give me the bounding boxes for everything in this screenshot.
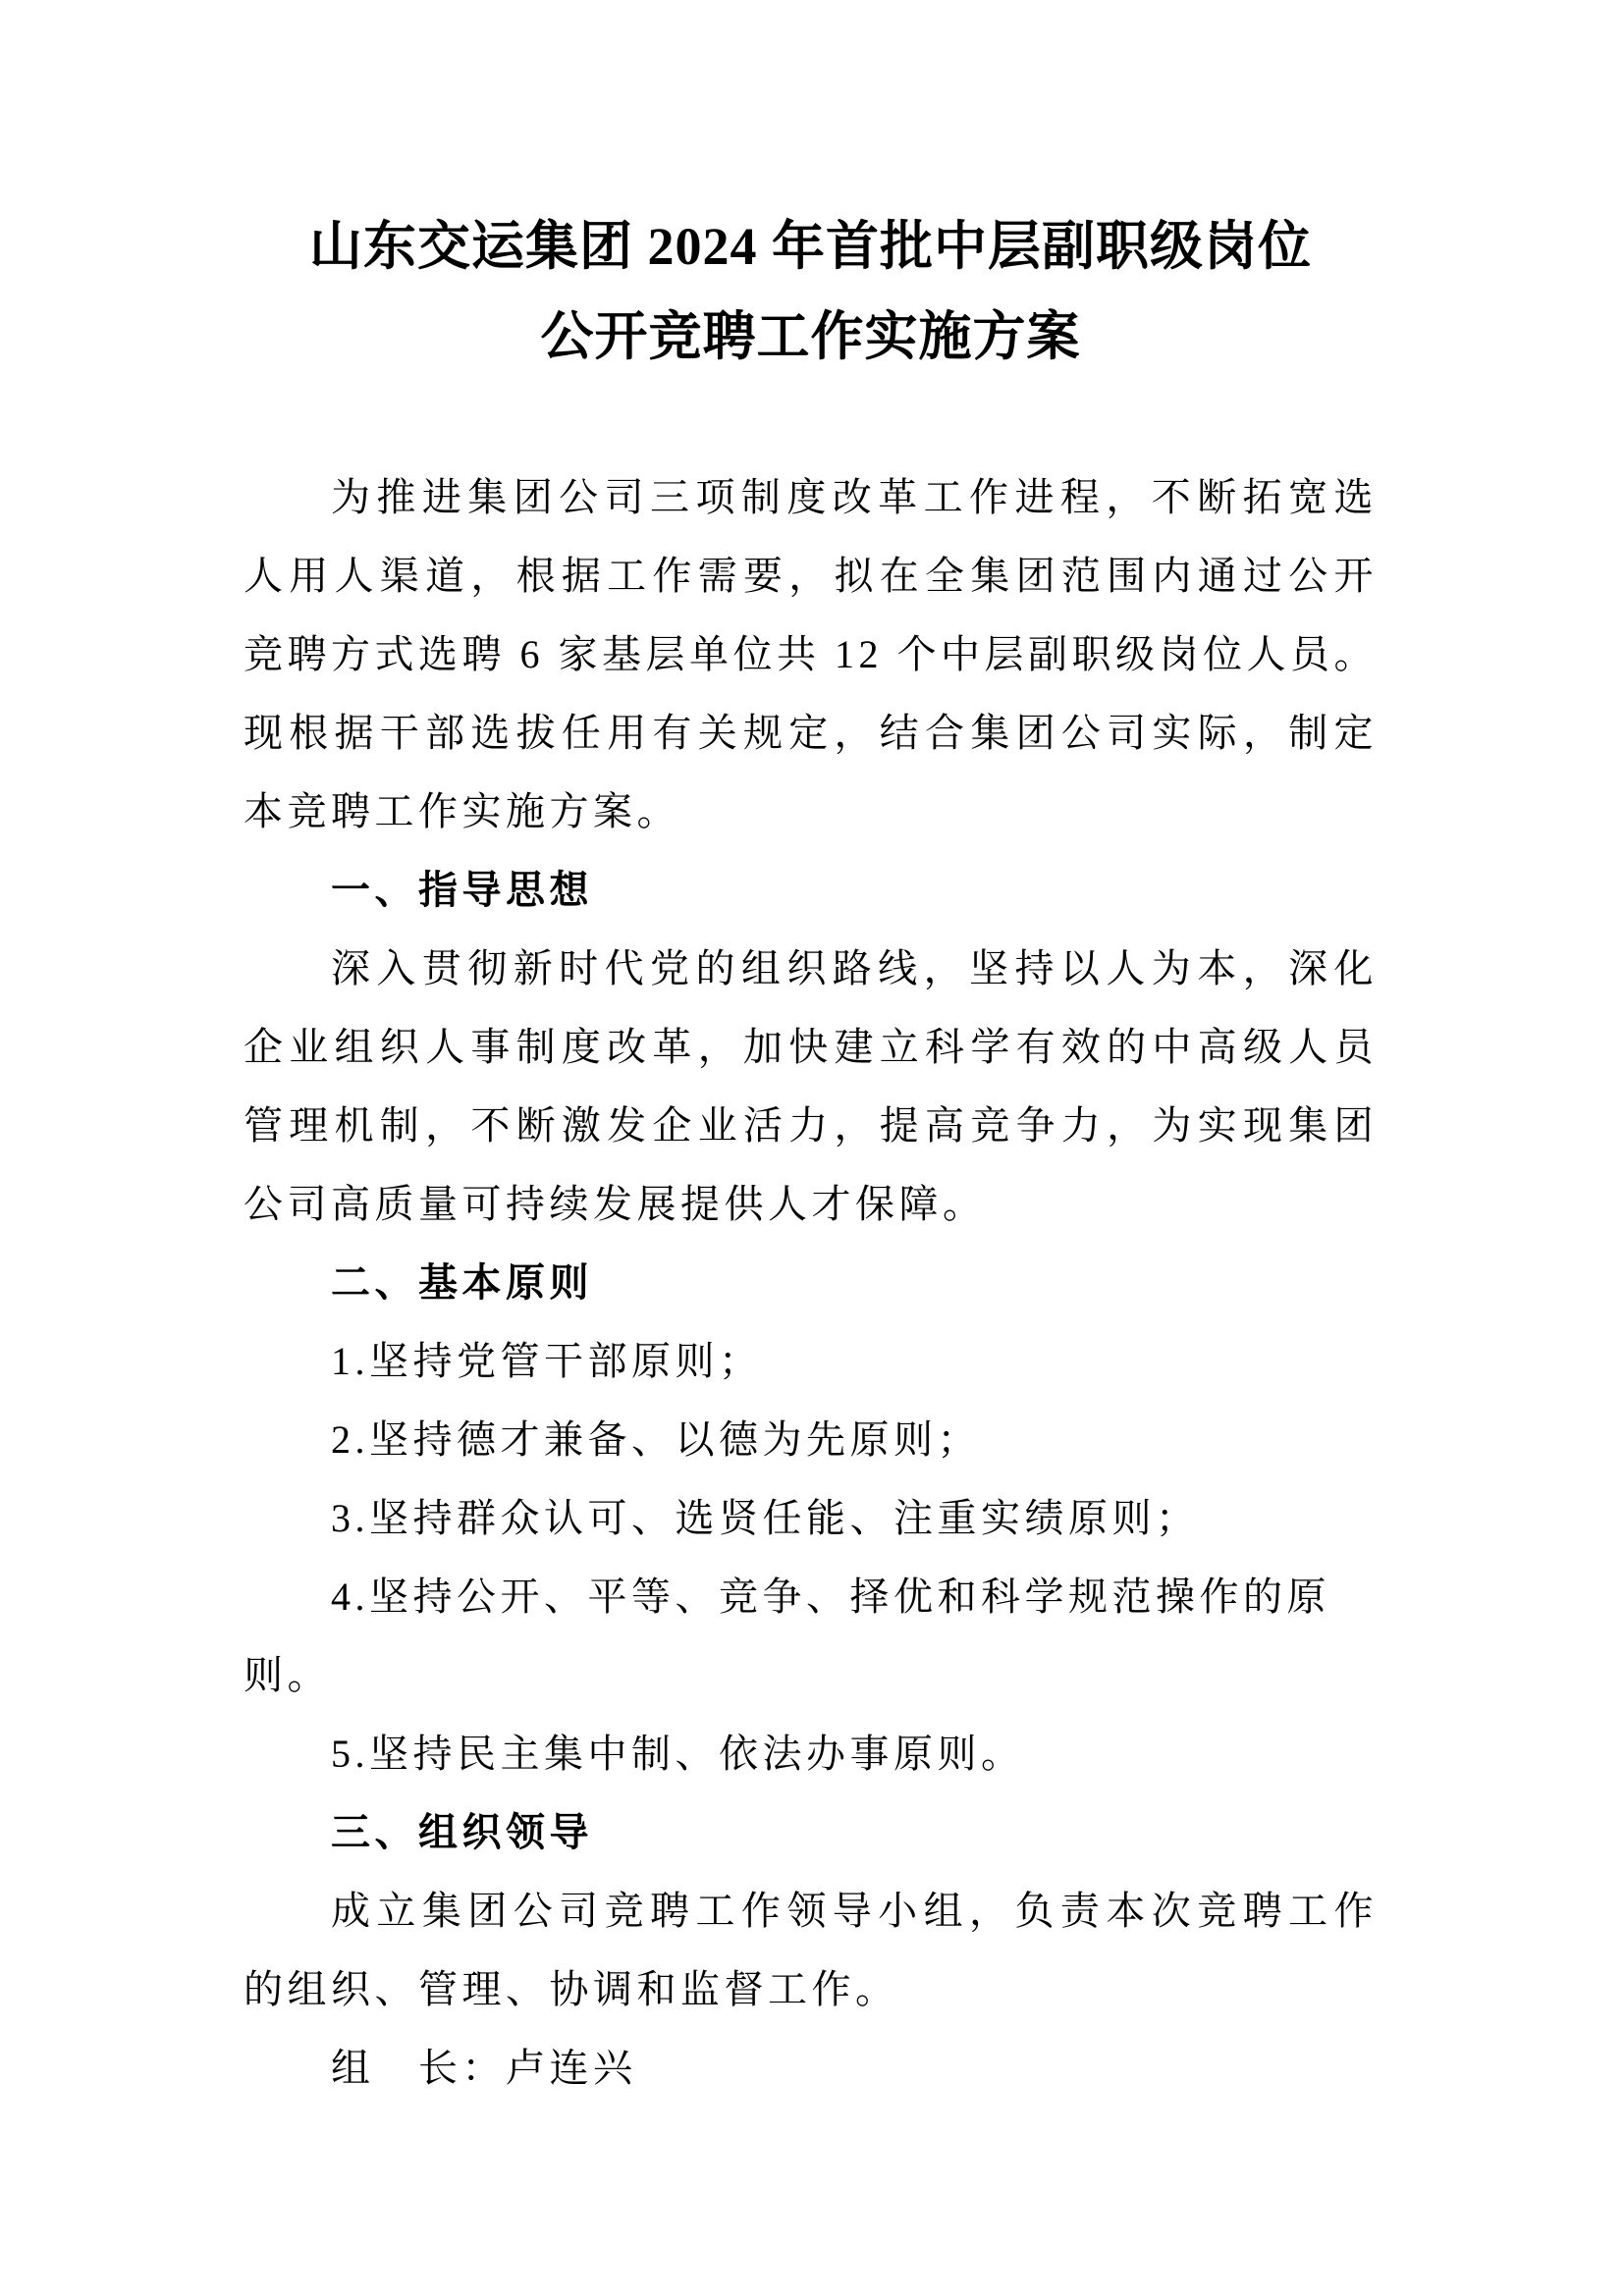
section-heading-2: 二、基本原则	[331, 1261, 593, 1305]
section-heading-3: 三、组织领导	[331, 1811, 593, 1854]
document-body	[244, 458, 1378, 2108]
organization-paragraph: 成立集团公司竞聘工作领导小组，负责本次竞聘工作的组织、管理、协调和监督工作。	[244, 1889, 1378, 2011]
principle-item-2: 2.坚持德才兼备、以德为先原则；	[331, 1417, 981, 1462]
principle-item-3: 3.坚持群众认可、选贤任能、注重实绩原则；	[331, 1496, 1200, 1540]
document-title-line-1: 山东交运集团 2024 年首批中层副职级岗位	[309, 217, 1312, 276]
principle-item-4: 4.坚持公开、平等、竞争、择优和科学规范操作的原则。	[244, 1575, 1330, 1697]
guiding-thought-paragraph: 深入贯彻新时代党的组织路线，坚持以人为本，深化企业组织人事制度改革，加快建立科学有效的中高级人员管理机制，不断激发企业活力，提高竞争力，为实现集团公司高质量可持续发展提供人才保障。	[244, 946, 1378, 1226]
intro-paragraph: 为推进集团公司三项制度改革工作进程，不断拓宽选人用人渠道，根据工作需要，拟在全集团范围内通过公开竞聘方式选聘 6 家基层单位共 12 个中层副职级岗位人员。现根据干部选拔任用有关规定，结合集团公司实际，制定本竞聘工作实施方案。	[244, 475, 1378, 833]
principle-item-1: 1.坚持党管干部原则；	[331, 1339, 763, 1383]
leader-line: 组 长：卢连兴	[331, 2046, 637, 2090]
section-heading-1: 一、指导思想	[331, 869, 593, 912]
document-title	[244, 201, 1378, 382]
document-title-line-2: 公开竞聘工作实施方案	[540, 307, 1081, 366]
principle-item-5: 5.坚持民主集中制、依法办事原则。	[331, 1732, 1025, 1776]
